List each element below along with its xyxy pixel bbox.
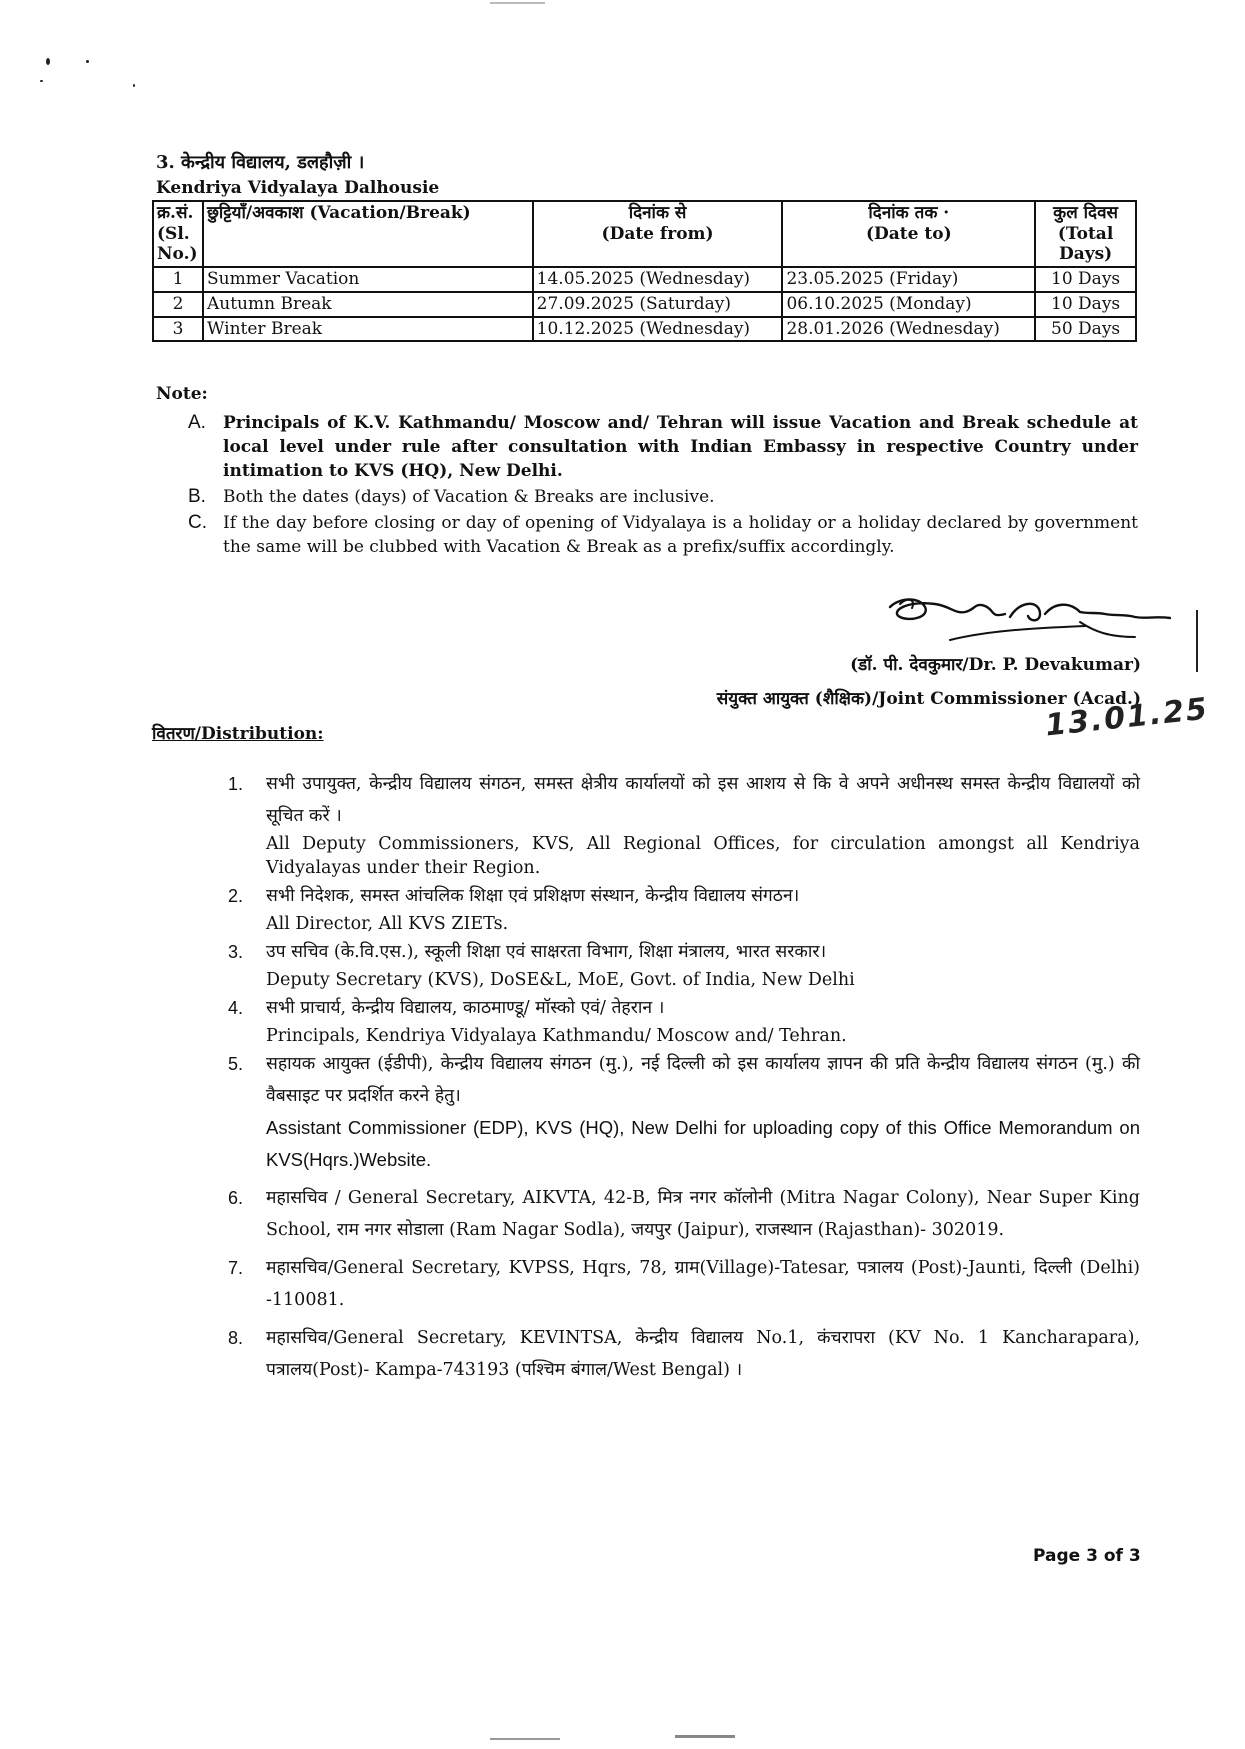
vacation-table	[152, 200, 1137, 342]
scan-mark	[675, 1735, 735, 1738]
item-number: 2.	[228, 886, 244, 906]
list-item	[228, 1182, 1140, 1246]
header-vacation: छुट्टियाँ/अवकाश (Vacation/Break)	[203, 201, 533, 267]
table-row	[153, 292, 1136, 317]
item-text: महासचिव/General Secretary, KVPSS, Hqrs, 78, ग्राम(Village)-Tatesar, पत्रालय (Post)-Jaunti, दिल्ली (Delhi) -110081.	[266, 1258, 1140, 1310]
cell-sl: 2	[153, 292, 203, 317]
cell-total: 10 Days	[1035, 267, 1136, 292]
cell-sl: 1	[153, 267, 203, 292]
item-number: 6.	[228, 1188, 244, 1208]
cell-from: 27.09.2025 (Saturday)	[533, 292, 783, 317]
item-hindi: उप सचिव (के.वि.एस.), स्कूली शिक्षा एवं साक्षरता विभाग, शिक्षा मंत्रालय, भारत सरकार।	[266, 942, 827, 962]
handwritten-date: 13.01.25	[1043, 691, 1211, 744]
list-item	[228, 1048, 1140, 1176]
list-item	[228, 1322, 1140, 1386]
scan-speck	[86, 60, 89, 63]
cell-name: Summer Vacation	[203, 267, 533, 292]
item-number: 5.	[228, 1054, 244, 1074]
header-date-to: दिनांक तक · (Date to)	[782, 201, 1035, 267]
item-hindi: सहायक आयुक्त (ईडीपी), केन्द्रीय विद्यालय संगठन (मु.), नई दिल्ली को इस कार्यालय ज्ञापन की प्रति केन्द्रीय विद्यालय संगठन (मु.) की वैबसाइट पर प्रदर्शित करने हेतु।	[266, 1054, 1140, 1106]
signature-stroke	[1196, 610, 1198, 672]
header-date-from: दिनांक से (Date from)	[533, 201, 783, 267]
note-item	[188, 411, 1138, 483]
note-item	[188, 511, 1138, 559]
signatory-designation: संयुक्त आयुक्त (शैक्षिक)/Joint Commissioner (Acad.)	[716, 689, 1141, 709]
distribution-title: वितरण/Distribution:	[152, 724, 324, 744]
notes-list	[188, 411, 1138, 561]
item-english: Assistant Commissioner (EDP), KVS (HQ), New Delhi for uploading copy of this Office Memorandum on KVS(Hqrs.)Website.	[266, 1117, 1140, 1170]
item-number: 1.	[228, 774, 244, 794]
note-text: Principals of K.V. Kathmandu/ Moscow and/ Tehran will issue Vacation and Break schedule at local level under rule after consultation with Indian Embassy in respective Country under intimation to KVS (HQ), New Delhi.	[223, 413, 1138, 481]
scan-mark	[490, 1738, 560, 1740]
item-hindi: सभी उपायुक्त, केन्द्रीय विद्यालय संगठन, समस्त क्षेत्रीय कार्यालयों को इस आशय से कि वे अपने अधीनस्थ समस्त केन्द्रीय विद्यालयों को सूचित करें ।	[266, 774, 1140, 826]
item-number: 8.	[228, 1328, 244, 1348]
table-row	[153, 317, 1136, 342]
distribution-list	[228, 768, 1140, 1386]
note-item	[188, 485, 1138, 509]
item-number: 4.	[228, 998, 244, 1018]
item-english: All Deputy Commissioners, KVS, All Regional Offices, for circulation amongst all Kendriya Vidyalayas under their Region.	[266, 834, 1140, 878]
item-english: Principals, Kendriya Vidyalaya Kathmandu/ Moscow and/ Tehran.	[266, 1026, 847, 1046]
scan-speck	[133, 84, 135, 87]
cell-name: Winter Break	[203, 317, 533, 342]
cell-sl: 3	[153, 317, 203, 342]
list-item	[228, 880, 1140, 936]
cell-to: 28.01.2026 (Wednesday)	[782, 317, 1035, 342]
note-marker: C.	[188, 512, 207, 533]
list-item	[228, 1252, 1140, 1316]
scan-mark	[490, 2, 545, 4]
section-subtitle: Kendriya Vidyalaya Dalhousie	[156, 178, 440, 198]
section-title: 3. केन्द्रीय विद्यालय, डलहौज़ी ।	[156, 152, 365, 173]
table-row	[153, 267, 1136, 292]
item-text: महासचिव / General Secretary, AIKVTA, 42-B, मित्र नगर कॉलोनी (Mitra Nagar Colony), Near Super King School, राम नगर सोडाला (Ram Nagar Sodla), जयपुर (Jaipur), राजस्थान (Rajasthan)- 302019.	[266, 1188, 1140, 1240]
note-marker: A.	[188, 412, 206, 433]
scan-speck	[40, 80, 43, 82]
list-item	[228, 992, 1140, 1048]
item-hindi: सभी प्राचार्य, केन्द्रीय विद्यालय, काठमाण्डू/ मॉस्को एवं/ तेहरान ।	[266, 998, 665, 1018]
item-english: All Director, All KVS ZIETs.	[266, 914, 509, 934]
item-text: महासचिव/General Secretary, KEVINTSA, केन्द्रीय विद्यालय No.1, कंचरापरा (KV No. 1 Kancharapara), पत्रालय(Post)- Kampa-743193 (पश्चिम बंगाल/West Bengal) ।	[266, 1328, 1140, 1380]
item-number: 3.	[228, 942, 244, 962]
item-number: 7.	[228, 1258, 244, 1278]
cell-name: Autumn Break	[203, 292, 533, 317]
cell-from: 14.05.2025 (Wednesday)	[533, 267, 783, 292]
header-total-days: कुल दिवस (Total Days)	[1035, 201, 1136, 267]
list-item	[228, 768, 1140, 880]
note-text: Both the dates (days) of Vacation & Breaks are inclusive.	[223, 487, 715, 507]
note-label: Note:	[156, 384, 208, 404]
item-hindi: सभी निदेशक, समस्त आंचलिक शिक्षा एवं प्रशिक्षण संस्थान, केन्द्रीय विद्यालय संगठन।	[266, 886, 800, 906]
header-sl: क्र.सं. (Sl. No.)	[153, 201, 203, 267]
cell-total: 10 Days	[1035, 292, 1136, 317]
list-item	[228, 936, 1140, 992]
note-text: If the day before closing or day of opening of Vidyalaya is a holiday or a holiday declared by government the same will be clubbed with Vacation & Break as a prefix/suffix accordingly.	[223, 513, 1138, 557]
cell-to: 23.05.2025 (Friday)	[782, 267, 1035, 292]
cell-to: 06.10.2025 (Monday)	[782, 292, 1035, 317]
scan-speck	[46, 58, 50, 65]
cell-total: 50 Days	[1035, 317, 1136, 342]
item-english: Deputy Secretary (KVS), DoSE&L, MoE, Govt. of India, New Delhi	[266, 970, 855, 990]
page-number: Page 3 of 3	[1033, 1546, 1141, 1566]
signatory-name: (डॉ. पी. देवकुमार/Dr. P. Devakumar)	[850, 655, 1141, 675]
cell-from: 10.12.2025 (Wednesday)	[533, 317, 783, 342]
table-header-row	[153, 201, 1136, 267]
note-marker: B.	[188, 486, 206, 507]
